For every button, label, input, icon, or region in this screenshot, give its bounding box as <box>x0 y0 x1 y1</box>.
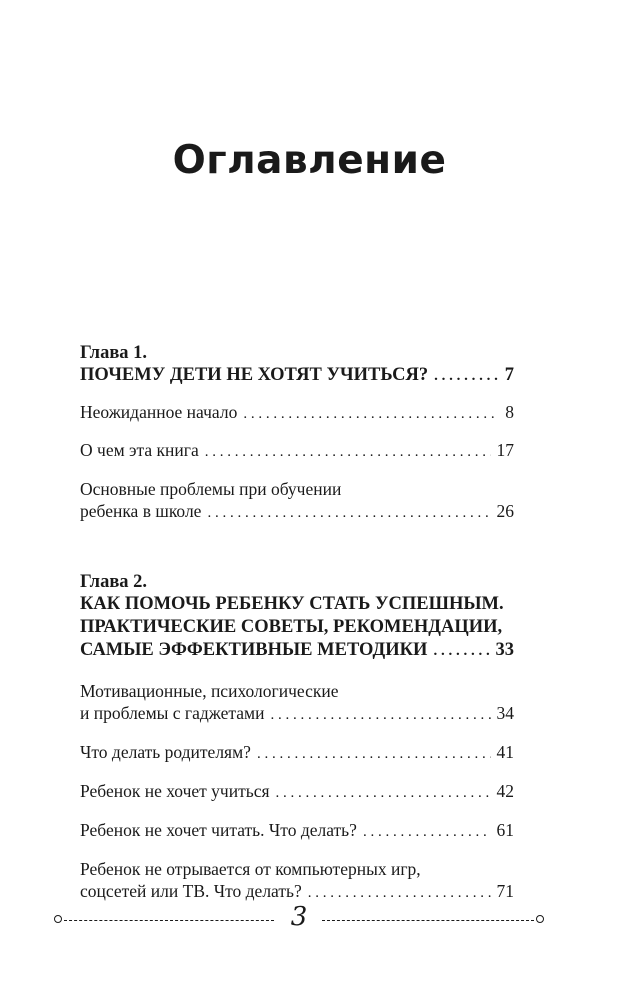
entry-title: Что делать родителям? <box>80 742 251 762</box>
chapter-title-text: ПОЧЕМУ ДЕТИ НЕ ХОТЯТ УЧИТЬСЯ? <box>80 365 429 385</box>
page-number: 41 <box>496 742 514 762</box>
entry-title-continued: ребенка в школе <box>80 501 202 521</box>
toc-entry[interactable] <box>80 858 514 904</box>
chapter-2 <box>80 571 514 904</box>
toc-entry[interactable] <box>80 478 514 524</box>
chapter-1 <box>80 342 514 524</box>
page-number: 61 <box>496 820 514 840</box>
leader-dots <box>257 743 491 765</box>
entry-title: Неожиданное начало <box>80 402 238 422</box>
chapter-title-text: САМЫЕ ЭФФЕКТИВНЫЕ МЕТОДИКИ <box>80 640 428 660</box>
toc-entry[interactable] <box>80 741 514 765</box>
page-number: 34 <box>496 703 514 723</box>
entry-title-continued: и проблемы с гаджетами <box>80 703 265 723</box>
entry-title: Ребенок не хочет читать. Что делать? <box>80 820 357 840</box>
ornament-circle-icon <box>54 915 62 923</box>
footer-page-number: 3 <box>290 902 308 932</box>
leader-dots <box>270 704 490 726</box>
leader-dots <box>207 502 490 524</box>
toc-entry[interactable] <box>80 439 514 463</box>
page-number: 17 <box>496 440 514 460</box>
page-number: 33 <box>495 640 514 660</box>
toc-entry[interactable] <box>80 780 514 804</box>
dashed-rule <box>64 920 274 921</box>
entry-title: Мотивационные, психологические <box>80 681 339 701</box>
page-number: 26 <box>496 501 514 521</box>
page-number: 8 <box>505 402 514 422</box>
leader-dots <box>433 640 489 663</box>
chapter-title-line[interactable] <box>80 364 514 388</box>
leader-dots <box>276 782 491 804</box>
page-footer <box>54 902 544 934</box>
page-number: 42 <box>496 781 514 801</box>
toc-entry[interactable] <box>80 401 514 425</box>
toc-entry[interactable] <box>80 819 514 843</box>
leader-dots <box>363 821 491 843</box>
page-number: 7 <box>504 365 514 385</box>
entry-title: О чем эта книга <box>80 440 199 460</box>
ornament-circle-icon <box>536 915 544 923</box>
toc-entry[interactable] <box>80 680 514 726</box>
chapter-title[interactable] <box>80 593 514 663</box>
chapter-title-text: КАК ПОМОЧЬ РЕБЕНКУ СТАТЬ УСПЕШНЫМ. <box>80 594 504 614</box>
page-title: Оглавление <box>172 138 447 183</box>
chapter-label: Глава 2. <box>80 572 148 592</box>
leader-dots <box>205 441 491 463</box>
leader-dots <box>308 882 491 904</box>
page-number: 71 <box>496 881 514 901</box>
entry-title: Ребенок не отрывается от компьютерных игр, <box>80 859 421 879</box>
entry-title-continued: соцсетей или ТВ. Что делать? <box>80 881 302 901</box>
leader-dots <box>434 365 499 388</box>
entry-title: Основные проблемы при обучении <box>80 479 342 499</box>
chapter-label: Глава 1. <box>80 343 148 363</box>
entry-title: Ребенок не хочет учиться <box>80 781 270 801</box>
leader-dots <box>243 403 499 425</box>
dashed-rule <box>322 920 534 921</box>
chapter-title-text: ПРАКТИЧЕСКИЕ СОВЕТЫ, РЕКОМЕНДАЦИИ, <box>80 617 503 637</box>
